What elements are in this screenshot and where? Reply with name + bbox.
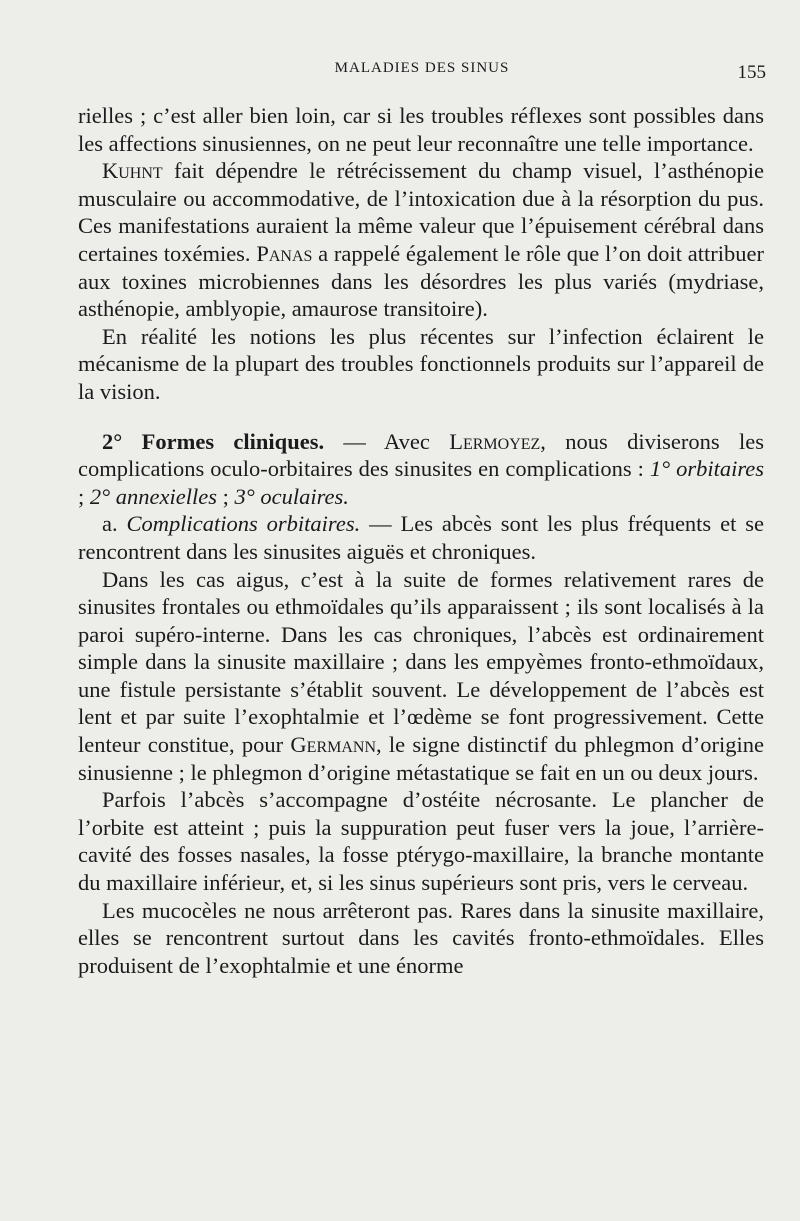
- paragraph-text: rielles ; c’est aller bien loin, car si les troubles réflexes sont possibles dans les affections sinusiennes, on ne peut leur reconnaître une telle importance.: [78, 103, 764, 156]
- paragraph-parfois: [78, 786, 764, 896]
- category-annexielles: 2° annexielles: [89, 483, 217, 509]
- paragraph-cas-aigus: [78, 566, 764, 787]
- section-gap: [78, 406, 764, 428]
- author-name-germann: Germann: [290, 732, 377, 758]
- body-text: [78, 102, 764, 979]
- subsection-title: Complications orbitaires.: [126, 511, 361, 537]
- paragraph-text: , le signe distinctif du phlegmon d’origine sinusienne ; le phlegmon d’origine métastatique se fait en un ou deux jours.: [78, 732, 765, 785]
- author-name-kuhnt: Kuhnt: [102, 158, 163, 184]
- paragraph-text: a rappelé également le rôle que l’on doit attribuer aux toxines microbiennes dans les désordres les plus variés (mydriase, asthénopie, amblyopie, amaurose transitoire).: [78, 240, 764, 322]
- paragraph-text: fait dépendre le rétrécissement du champ visuel, l’asthénopie musculaire ou accommodative, de l’intoxication due à la résorption du pus. Ces manifestations auraient la même valeur que l’épuisement cérébral dans certaines toxémies.: [78, 158, 764, 266]
- paragraph-kuhnt: [78, 157, 764, 323]
- subsection-label: a.: [102, 511, 127, 537]
- separator: ;: [216, 483, 235, 509]
- paragraph-text: , nous diviserons les complications oculo-orbitaires des sinusites en complications :: [78, 428, 764, 482]
- section-heading: 2° Formes cliniques.: [102, 428, 325, 454]
- paragraph-en-realite: [78, 323, 764, 406]
- paragraph-mucoceles: [78, 897, 764, 980]
- paragraph-text: En réalité les notions les plus récentes sur l’infection éclairent le mécanisme de la plupart des troubles fonctionnels produits sur l’appareil de la vision.: [78, 323, 764, 404]
- page-header: [78, 60, 766, 86]
- category-oculaires: 3° oculaires.: [234, 483, 349, 509]
- paragraph-text: Dans les cas aigus, c’est à la suite de formes relativement rares de sinusites frontales ou ethmoïdales qu’ils apparaissent ; ils sont localisés à la paroi supéro-interne. Dans les cas chroniques, l’abcès est ordinairement simple dans la sinusite maxillaire ; dans les empyèmes fronto-ethmoïdaux, une fistule persistante s’établit souvent. Le développement de l’abcès est lent et par suite l’exophtalmie et l’œdème se font progressivement. Cette lenteur constitue, pour: [78, 566, 764, 758]
- page-number: 155: [737, 62, 766, 83]
- paragraph-continuation: [78, 102, 764, 157]
- paragraph-text: Parfois l’abcès s’accompagne d’ostéite nécrosante. Le plancher de l’orbite est atteint ; puis la suppuration peut fuser vers la joue, l’arrière-cavité des fosses nasales, la fosse ptérygo-maxillaire, la branche montante du maxillaire inférieur, et, si les sinus supérieurs sont pris, vers le cerveau.: [78, 787, 764, 896]
- running-title: MALADIES DES SINUS: [334, 60, 510, 76]
- author-name-panas: Panas: [256, 240, 313, 266]
- paragraph-text: — Avec: [324, 428, 450, 454]
- paragraph-complications-orbitaires: [78, 510, 764, 565]
- category-orbitaires: 1° orbitaires: [649, 456, 764, 482]
- separator: ;: [78, 483, 90, 509]
- paragraph-formes-cliniques: [78, 428, 764, 511]
- author-name-lermoyez: Lermoyez: [449, 428, 541, 454]
- paragraph-text: Les mucocèles ne nous arrêteront pas. Rares dans la sinusite maxillaire, elles se rencontrent surtout dans les cavités fronto-ethmoïdales. Elles produisent de l’exophtalmie et une énorme: [78, 897, 764, 978]
- paragraph-text: — Les abcès sont les plus fréquents et se rencontrent dans les sinusites aiguës et chroniques.: [78, 511, 764, 564]
